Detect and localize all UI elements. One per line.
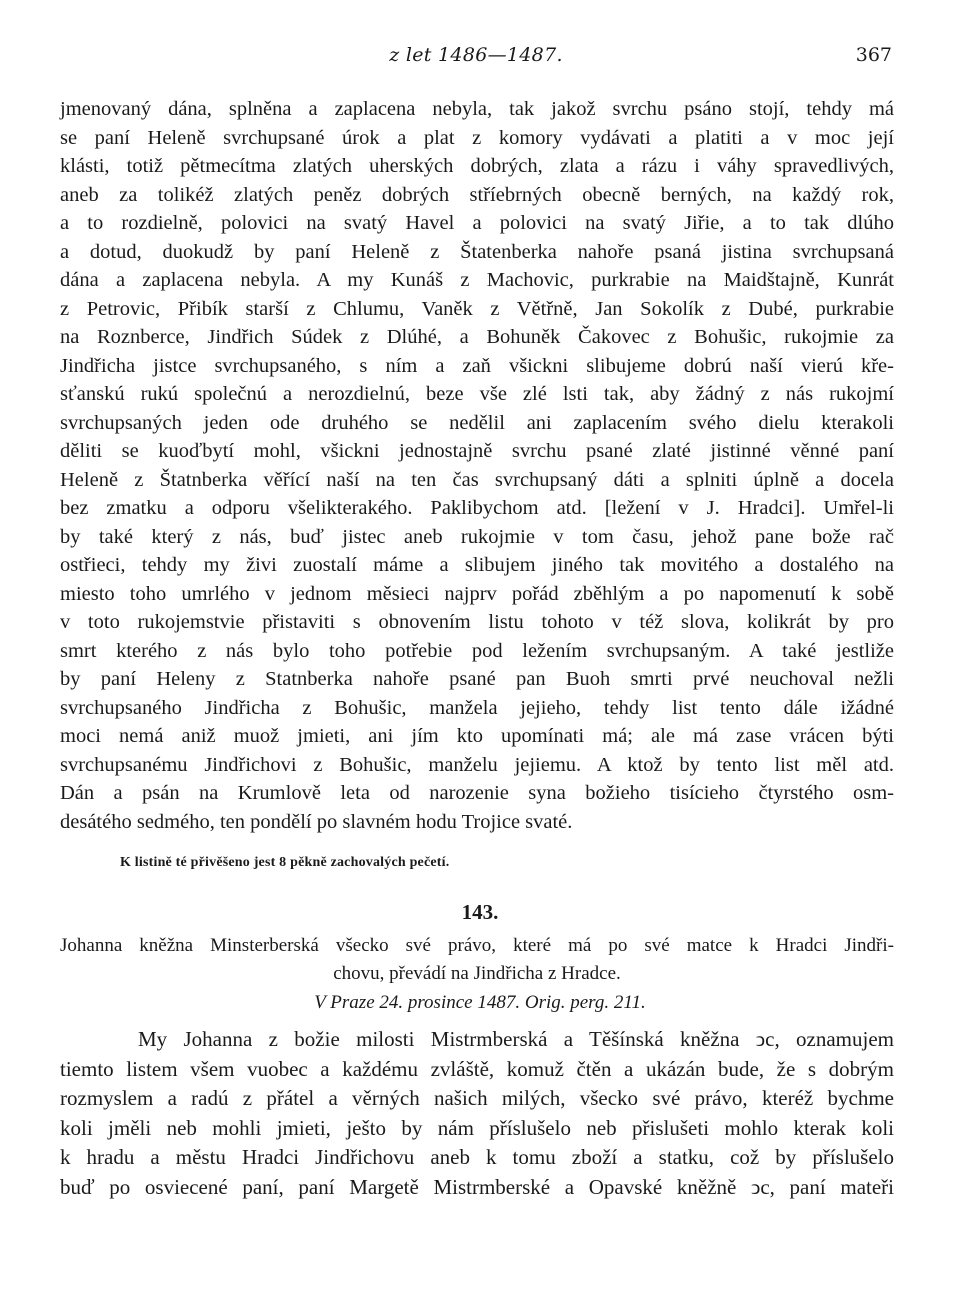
text-line: a to rozdielně, polovici na svatý Havel a polovici na svatý Jiřie, a to tak dlúho	[60, 212, 894, 234]
text-line: by paní Heleny z Statnberka nahoře psané pan Buoh smrti prvé neuchoval nežli	[60, 668, 894, 690]
text-line: sťanskú rukú společnú a nerozdielnú, beze vše zlé lsti tak, aby žádný z nás rukojmí	[60, 383, 894, 405]
text-line: koli jměli neb mohli jmieti, ješto by nám příslušelo neb přislušeti mohlo kterak koli	[60, 1115, 894, 1140]
text-line: Jindřicha jistce svrchupsaného, s ním a zaň všickni slibujeme dobrú naší vierú kře-	[60, 354, 894, 377]
document-text	[60, 1025, 894, 1202]
text-line: desátého sedmého, ten pondělí po slavném hodu Trojice svaté.	[60, 810, 573, 833]
text-line: ostřieci, tehdy my živi zuostalí máme a slibujem jiného tak movitého a dostalého na	[60, 554, 894, 576]
seal-note: K listině té přivěšeno jest 8 pěkně zachovalých pečetí.	[120, 855, 450, 870]
text-line: na Roznberce, Jindřich Súdek z Dlúhé, a Bohuněk Čakovec z Bohušic, rukojmie za	[60, 326, 894, 348]
text-line: moci nemá aniž muož jmieti, ani jím kto upomínati má; ale má zase vrácen býti	[60, 725, 894, 747]
text-line: smrt kterého z nás bylo toho potřebie pod ležením svrchupsaným. A také jestliže	[60, 639, 894, 662]
date-line: V Praze 24. prosince 1487. Orig. perg. 211.	[314, 992, 646, 1013]
document-number: 143.	[461, 900, 499, 924]
text-line: Dán a psán na Krumlově leta od narozenie syna božieho tisícieho čtyrstého osm-	[60, 782, 894, 804]
regest-line: Johanna kněžna Minsterberská všecko své právo, které má po své matce k Hradci Jindři-	[60, 935, 894, 956]
text-line: z Petrovic, Přibík starší z Chlumu, Vaněk z Větřně, Jan Sokolík z Dubé, purkrabie	[60, 297, 894, 320]
text-line: miesto toho umrlého v jednom měsieci najprv pořád zběhlým a po napomenutí k sobě	[60, 582, 894, 605]
text-line: svrchupsaného Jindřicha z Bohušic, manžela jejieho, tehdy list tento dále ižádné	[60, 696, 894, 719]
text-line: rozmyslem a radú z přátel a věrných našich milých, všecko své právo, kteréž bychme	[60, 1086, 894, 1110]
page-header	[60, 44, 892, 74]
text-line: k hradu a městu Hradci Jindřichovu aneb k tomu zboží a statku, což by příslušelo	[60, 1145, 894, 1169]
text-line: bez zmatku a odporu všelikterakého. Paklibychom atd. [ležení v J. Hradci]. Umřel-li	[60, 497, 894, 519]
text-line: by také který z nás, buď jistec aneb rukojmie v tom času, jehož pane bože rač	[60, 525, 894, 548]
text-line: Heleně z Štatnberka věřící naší na ten čas svrchupsaný dáti a splniti úplně a docela	[60, 468, 894, 491]
text-line: a dotud, duokudž by paní Heleně z Štatenberka nahoře psaná jistina svrchupsaná	[60, 240, 894, 263]
page-number: 367	[855, 44, 892, 66]
document-regest	[60, 932, 894, 988]
text-line: dána a zaplacena nebyla. A my Kunáš z Machovic, purkrabie na Maidštajně, Kunrát	[60, 269, 894, 291]
text-line: My Johanna z božie milosti Mistrmberská a Těšínská kněžna ↄc, oznamujem	[138, 1027, 894, 1051]
text-line: klásti, totiž pětmecítma zlatých uherských dobrých, zlata a rázu i váhy spravedlivých,	[60, 155, 894, 177]
text-line: svrchupsanému Jindřichovi z Bohušic, manželu jejiemu. A ktož by tento list měl atd.	[60, 753, 894, 776]
text-line: buď po osviecené paní, paní Margetě Mistrmberské a Opavské kněžně ↄc, paní mateři	[60, 1174, 894, 1199]
text-line: aneb za tolikéž zlatých peněz dobrých stříebrných obecně berných, na každý rok,	[60, 183, 894, 206]
regest-line: chovu, převádí na Jindřicha z Hradce.	[333, 963, 621, 984]
text-line: tiemto listem všem vuobec a každému zvláště, komuž čtěn a ukázán bude, že s dobrým	[60, 1056, 894, 1081]
text-line: jmenovaný dána, splněna a zaplacena nebyla, tak jakož svrchu psáno stojí, tehdy má	[60, 98, 894, 120]
text-line: svrchupsaných jeden ode druhého se nedělil ani zaplacením svého dielu kterakoli	[60, 411, 894, 434]
body-text	[60, 95, 894, 836]
running-title: z let 1486—1487.	[389, 44, 563, 66]
text-line: v toto rukojemstvie přistaviti s obnovením listu tohoto v též slova, kolikrát by pro	[60, 611, 894, 633]
text-line: děliti se kuoďbytí mohl, všickni jednostajně svrchu psané zlaté jistinné věnné paní	[60, 440, 894, 462]
text-line: se paní Heleně svrchupsané úrok a plat z komory vydávati a platiti a v moc její	[60, 126, 894, 149]
